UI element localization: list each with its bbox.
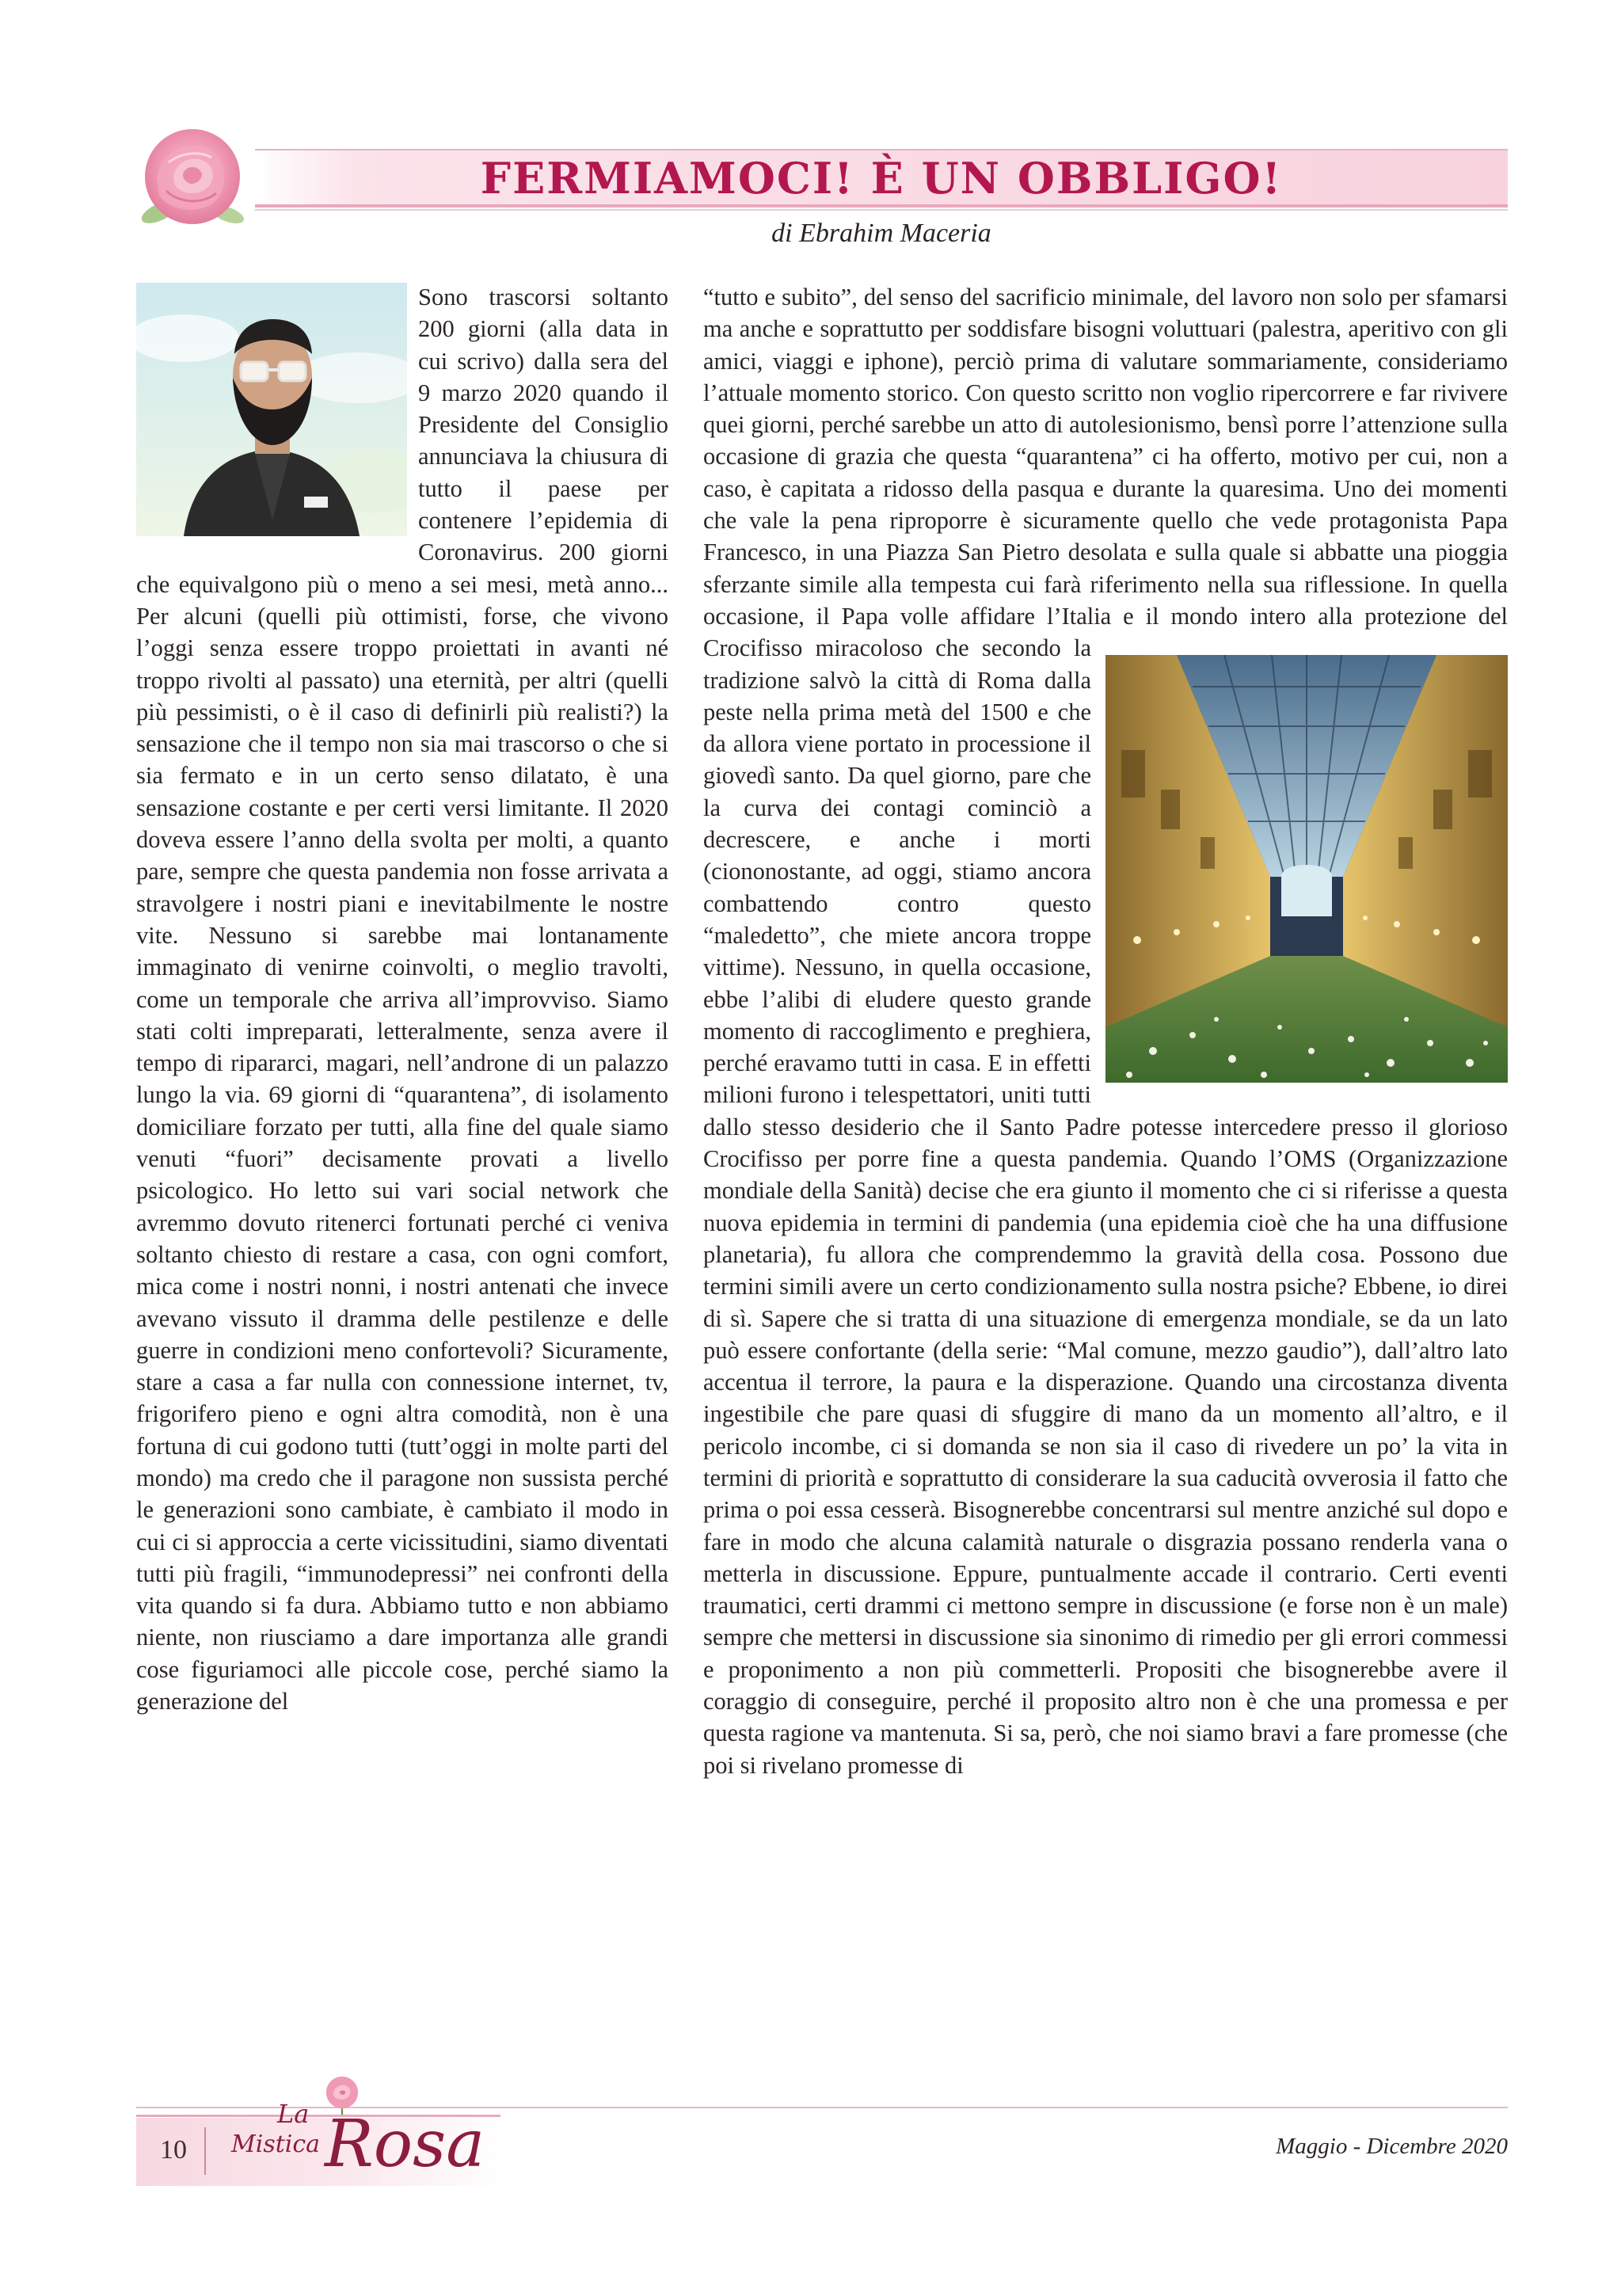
page-number: 10 [160, 2135, 187, 2165]
article-title: FERMIAMOCI! È UN OBBLIGO! [480, 153, 1283, 204]
footer-divider [204, 2127, 206, 2175]
logo-text-la: La [277, 2099, 310, 2129]
logo-text-rosa: Rosa [325, 2107, 485, 2182]
left-column [136, 281, 668, 1717]
byline: di Ebrahim Maceria [771, 219, 991, 248]
title-underline-thin [255, 209, 1508, 211]
right-column-text: “tutto e subito”, del senso del sacrificio minimale, del lavoro non solo per sfamarsi ma anche e soprattutto per soddisfare bisogni voluttuari (palestra, aperitivo con gli amici, viaggi e iphone), perciò prima di valutare sommariamente, consideriamo l’attuale momento storico. Con questo scritto non voglio ripercorrere e far rivivere quei giorni, perché sarebbe un atto di autolesionismo, bensì porre l’attenzione sulla occasione di grazia che questa “quarantena” ci ha offerto, motivo per cui, non a caso, è capitata a ridosso della pasqua e durante la quaresima. Uno dei momenti che vale la pena riproporre è sicuramente quello che vede protagonista Papa Francesco, in una Piazza San Pietro desolata e sulla quale si abbatte una pioggia sferzante simile alla tempesta cui farà riferimento nella sua riflessione. In quella occasione, il Papa volle affidare l’Italia e il mondo intero alla protezione del Crocifisso miracoloso che secondo la tradizione salvò la città di Roma dalla peste nella prima metà del 1500 e che da allora viene portato in processione il giovedì santo. Da quel giorno, pare che la curva dei contagi cominciò a decrescere, e anche i morti (ciononostante, ad oggi, stiamo ancora combattendo contro questo “maledetto”, che miete ancora troppe vittime). Nessuno, in quella occasione, ebbe l’alibi di eludere questo grande momento di raccoglimento e preghiera, perché eravamo tutti in casa. E in effetti milioni furono i telespettatori, uniti tutti dallo stesso desiderio che il Santo Padre potesse intercedere presso il glorioso Crocifisso per porre fine a questa pandemia. Quando l’OMS (Organizzazione mondiale della Sanità) decise che era giunto il momento che ci si riferisse a questa nuova epidemia in termini di pandemia (una epidemia cioè che ha una diffusione planetaria), fu allora che comprendemmo la gravità della cosa. Possono due termini simili avere un certo condizionamento sulla nostra psiche? Ebbene, io direi di sì. Sapere che si tratta di una situazione di emergenza mondiale, se da un lato può essere confortante (della serie: “Mal comune, mezzo gaudio”), dall’altro lato accentua il terrore, la paura e la disperazione. Quando una circostanza diventa ingestibile che pare quasi di sfuggire di mano da un momento all’altro, e il pericolo incombe, ci si domanda se non sia il caso di rivedere un po’ la vita in termini di priorità e soprattutto di considerare la sua caducità ovverosia il fatto che prima o poi essa cesserà. Bisognerebbe concentrarsi sul mentre anziché sul dopo e fare in modo che alcuna calamità naturale o disgrazia possano renderla vana o metterla in discussione. Eppure, puntualmente accade il contrario. Certi eventi traumatici, certi drammi ci mettono sempre in discussione (e forse non è un male) sempre che mettersi in discussione sia sinonimo di rimedio per gli errori commessi e proponimento a non più commetterli. Propositi che bisognerebbe avere il coraggio di conseguire, perché il proposito altro non è che una promessa e per questa ragione va mantenuta. Si sa, però, che noi siamo bravi a fare promesse (che poi si rivelano promesse di [703, 284, 1508, 1779]
right-column [703, 281, 1508, 1781]
rose-icon [133, 117, 252, 236]
left-column-text: Sono trascorsi soltanto 200 giorni (alla data in cui scrivo) dalla sera del 9 marzo 2020 quando il Presidente del Consiglio annunciava la chiusura di tutto il paese per contenere l’epidemia di Coronavirus. 200 giorni che equivalgono più o meno a sei mesi, metà anno... Per alcuni (quelli più ottimisti, forse, che vivono l’oggi senza essere troppo proiettati in avanti né troppo rivolti al passato) una eternità, per altri (quelli più pessimisti, o è il caso di definirli più realisti?) la sensazione che il tempo non sia mai trascorso o che si sia fermato e in un certo senso dilatato, è una sensazione costante e per certi versi limitante. Il 2020 doveva essere l’anno della svolta per molti, a quanto pare, sempre che questa pandemia non fosse arrivata a stravolgere i nostri piani e inevitabilmente le nostre vite. Nessuno si sarebbe mai lontanamente immaginato di venirne coinvolti, o meglio travolti, come un temporale che arriva all’improvviso. Siamo stati colti impreparati, letteralmente, senza avere il tempo di ripararci, magari, nell’androne di un palazzo lungo la via. 69 giorni di “quarantena”, di isolamento domiciliare forzato per tutti, alla fine del quale siamo venuti “fuori” decisamente provati a livello psicologico. Ho letto sui vari social network che avremmo dovuto ritenerci fortunati perché ci veniva soltanto chiesto di restare a casa, con ogni comfort, mica come i nostri nonni, i nostri antenati che invece avevano vissuto il dramma delle pestilenze e delle guerre in condizioni meno confortevoli? Sicuramente, stare a casa a far nulla con connessione internet, tv, frigorifero pieno e ogni altra comodità, non è una fortuna di cui godono tutti (tutt’oggi in molte parti del mondo) ma credo che il paragone non sussista perché le generazioni sono cambiate, è cambiato il modo in cui ci si approccia a certe vicissitudini, siamo diventati tutti più fragili, “immunodepressi” nei confronti della vita quando si fa dura. Abbiamo tutto e non abbiamo niente, non riusciamo a dare importanza alle grandi cose figuriamoci alle piccole cose, perché siamo la generazione del [136, 284, 668, 1715]
galleria-vittorio-emanuele-photo [1105, 655, 1508, 1083]
logo-text-mistica: Mistica [231, 2130, 321, 2158]
issue-date: Maggio - Dicembre 2020 [1276, 2134, 1508, 2159]
portrait-photo [136, 283, 407, 536]
